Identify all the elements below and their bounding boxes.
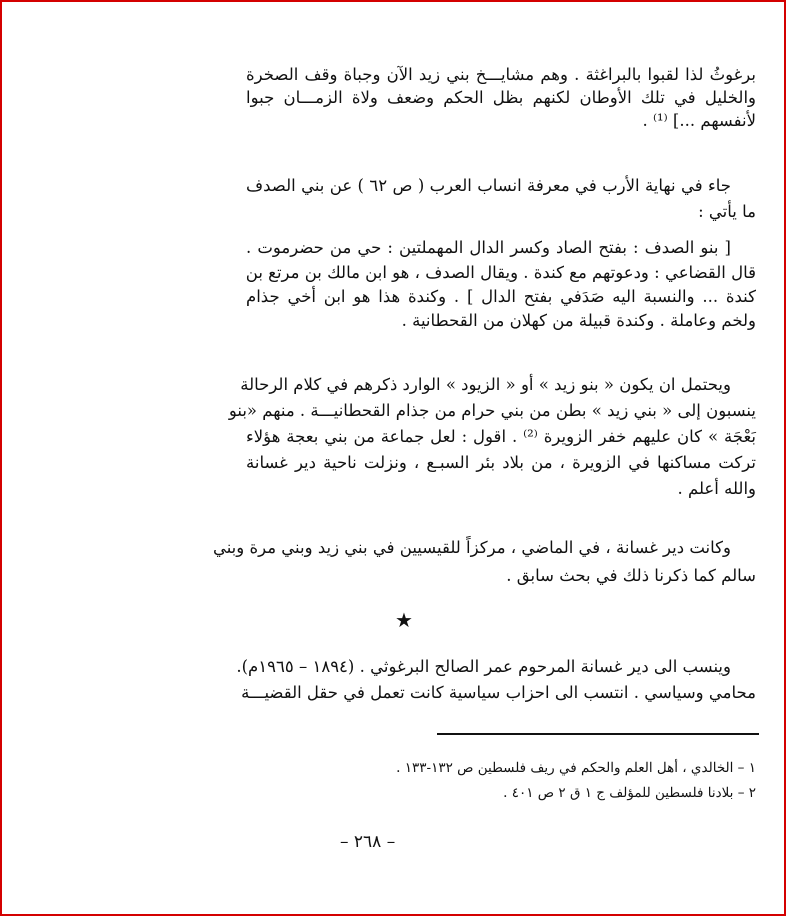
- footnote: ١ – الخالدي ، أهل العلم والحكم في ريف فلسطين ص ١٣٢-١٣٣ .: [396, 760, 756, 776]
- text-line: والله أعلم .: [677, 479, 756, 498]
- text-line: ويحتمل ان يكون « بنو زيد » أو « الزيود » الوارد ذكرهم في كلام الرحالة: [240, 375, 731, 394]
- text-line: وينسب الى دير غسانة المرحوم عمر الصالح البرغوثي . (١٨٩٤ – ١٩٦٥م).: [236, 657, 731, 676]
- text-line: برغوثُ لذا لقبوا بالبراغثة . وهم مشايـــخ بني زيد الآن وجباة وقف الصخرة: [246, 65, 756, 84]
- text-line: جاء في نهاية الأرب في معرفة انساب العرب ( ص ٦٢ ) عن بني الصدف: [246, 176, 731, 195]
- text-line: محامي وسياسي . انتسب الى احزاب سياسية كانت تعمل في حقل القضيـــة: [241, 683, 756, 702]
- quote-line: ولخم وعاملة . وكندة قبيلة من كهلان من القحطانية .: [401, 311, 756, 330]
- section-star: ★: [395, 608, 413, 632]
- quote-line: كندة ... والنسبة اليه صَدَفي بفتح الدال ] . وكندة هذا هو ابن أخي جذام: [246, 287, 756, 306]
- quote-line: [ بنو الصدف : بفتح الصاد وكسر الدال المهملتين : حي من حضرموت .: [246, 238, 731, 257]
- page-number: – ٢٦٨ –: [340, 832, 396, 852]
- text-line: سالم كما ذكرنا ذلك في بحث سابق .: [506, 566, 756, 585]
- text-line: ينسبون إلى « بني زيد » بطن من بني حرام من جذام القحطانيـــة . منهم «بنو: [228, 401, 756, 420]
- text-line: بَعْجَة » كان عليهم خفر الزويرة ⁽²⁾ . اقول : لعل جماعة من بني بعجة هؤلاء: [246, 427, 756, 446]
- text-line: لأنفسهم ...] ⁽¹⁾ .: [642, 111, 756, 130]
- text-line: والخليل في تلك الأوطان لكنهم بظل الحكم وضعف ولاة الزمـــان جبوا: [246, 88, 756, 107]
- text-line: تركت مساكنها في الزويرة ، من بلاد بئر السبـع ، ونزلت ناحية دير غسانة: [246, 453, 756, 472]
- text-line: ما يأتي :: [698, 202, 756, 221]
- footnote: ٢ – بلادنا فلسطين للمؤلف ج ١ ق ٢ ص ٤٠١ .: [503, 785, 756, 801]
- text-line: وكانت دير غسانة ، في الماضي ، مركزاً للقيسيين في بني زيد وبني مرة وبني: [212, 538, 731, 557]
- quote-line: قال القضاعي : ودعوتهم مع كندة . ويقال الصدف ، هو ابن مالك بن مرتع بن: [245, 263, 756, 282]
